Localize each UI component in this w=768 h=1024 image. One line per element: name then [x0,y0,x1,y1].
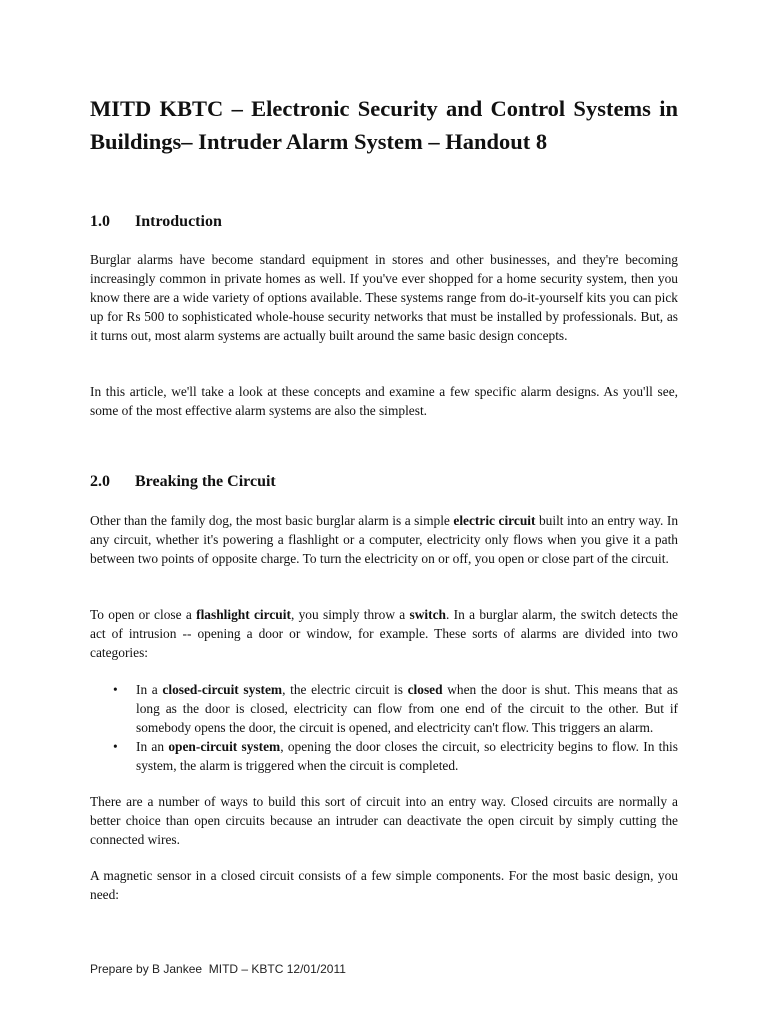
bullet-icon: • [113,739,118,754]
term-closed-circuit-system: closed-circuit system [162,682,283,697]
term-switch: switch [409,607,446,622]
page-footer: Prepare by B Jankee MITD – KBTC 12/01/2011 [90,962,346,976]
intro-paragraph-1: Burglar alarms have become standard equipment in stores and other businesses, and they're becoming increasingly common in private homes as well. If you've ever shopped for a home security system, then you know there are a wide variety of options available. These systems range from do-it-yourself kits you can pick up for Rs 500 to sophisticated whole-house security networks that must be installed by professionals. But, as it turns out, most alarm systems are actually built around the same basic design concepts. [90,252,678,343]
bullet-icon: • [113,682,118,697]
section-title: Introduction [135,213,222,230]
term-open-circuit-system: open-circuit system [168,739,281,754]
circuit-paragraph-2: To open or close a flashlight circuit, you simply throw a switch. In a burglar alarm, the switch detects the act of intrusion -- opening a door or window, for example. These sorts of alarms are divided into two categories: [90,607,678,660]
section-heading-introduction [90,212,222,232]
term-flashlight-circuit: flashlight circuit [196,607,291,622]
circuit-types-list [90,680,678,775]
circuit-paragraph-3: There are a number of ways to build this sort of circuit into an entry way. Closed circuits are normally a better choice than open circuits because an intruder can deactivate the open circuit by simply cutting the connected wires. [90,794,678,847]
section-number: 2.0 [90,473,110,490]
document-title: MITD KBTC – Electronic Security and Control Systems in Buildings– Intruder Alarm System – Handout 8 [90,96,678,154]
section-heading-breaking-circuit [90,472,276,492]
term-electric-circuit: electric circuit [453,513,536,528]
term-closed: closed [407,682,443,697]
list-item: • In an open-circuit system, opening the door closes the circuit, so electricity begins to flow. In this system, the alarm is triggered when the circuit is completed. [113,739,678,773]
intro-paragraph-2: In this article, we'll take a look at these concepts and examine a few specific alarm designs. As you'll see, some of the most effective alarm systems are also the simplest. [90,384,678,418]
circuit-paragraph-4: A magnetic sensor in a closed circuit consists of a few simple components. For the most basic design, you need: [90,868,678,902]
section-number: 1.0 [90,213,110,230]
section-title: Breaking the Circuit [135,473,276,490]
list-item: • In a closed-circuit system, the electric circuit is closed when the door is shut. This means that as long as the door is closed, electricity can flow from one end of the circuit to the other. But if somebody opens the door, the circuit is opened, and electricity can't flow. This triggers an alarm. [113,682,678,735]
circuit-paragraph-1: Other than the family dog, the most basic burglar alarm is a simple electric circuit built into an entry way. In any circuit, whether it's powering a flashlight or a computer, electricity only flows when you give it a path between two points of opposite charge. To turn the electricity on or off, you open or close part of the circuit. [90,513,679,566]
